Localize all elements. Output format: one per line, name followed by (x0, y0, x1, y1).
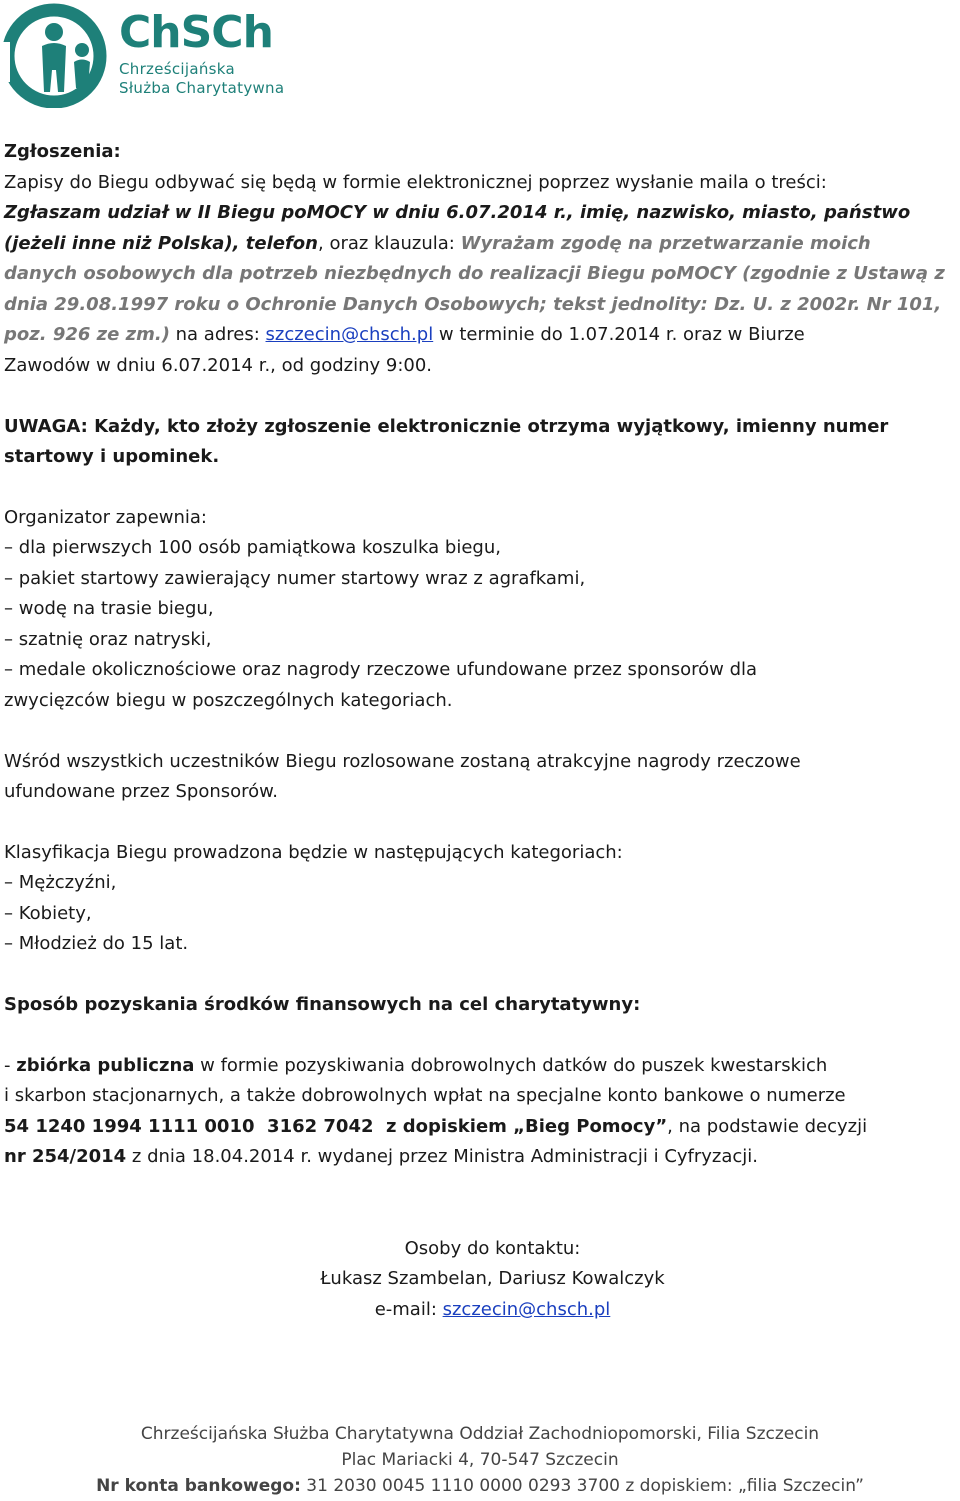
uwaga-line-2: startowy i upominek. (4, 446, 220, 467)
zgloszenia-fields-cont: (jeżeli inne niż Polska), telefon (4, 233, 318, 254)
footer-line-2: Plac Mariacki 4, 70-547 Szczecin (341, 1450, 619, 1470)
zgloszenia-line-1: Zapisy do Biegu odbywać się będą w formie elektronicznej poprzez wysłanie maila o treści: (4, 172, 827, 193)
footer-account-number: 31 2030 0045 1110 0000 0293 3700 z dopiskiem: „filia Szczecin” (300, 1476, 864, 1496)
footer-line-1: Chrześcijańska Służba Charytatywna Oddział Zachodniopomorski, Filia Szczecin (140, 1424, 820, 1444)
zgloszenia-line-6 (4, 320, 956, 351)
uwaga-line-1: UWAGA: Każdy, kto złoży zgłoszenie elektronicznie otrzyma wyjątkowy, imienny numer (4, 416, 889, 437)
zgloszenia-fields: , imię, nazwisko, miasto, państwo (566, 202, 911, 223)
sposob-line-3-rest: , na podstawie decyzji (667, 1116, 868, 1137)
zgloszenia-heading: Zgłoszenia: (4, 141, 121, 162)
logo-emblem-icon (2, 2, 112, 108)
kontakt-names: Łukasz Szambelan, Dariusz Kowalczyk (320, 1268, 665, 1289)
sposob-line-4 (4, 1142, 956, 1173)
zgloszenia-address-label: na adres: (169, 324, 266, 345)
zgloszenia-clause-start: Wyrażam zgodę na przetwarzanie moich (460, 233, 871, 254)
sposob-line-1-rest: w formie pozyskiwania dobrowolnych datków do puszek kwestarskich (194, 1055, 828, 1076)
zgloszenia-line-5: dnia 29.08.1997 roku o Ochronie Danych Osobowych; tekst jednolity: Dz. U. z 2002r. Nr 101, (4, 294, 942, 315)
organizator-item: – szatnię oraz natryski, (4, 629, 212, 650)
zgloszenia-line-3 (4, 229, 956, 260)
zgloszenia-formula: Zgłaszam udział w II Biegu poMOCY w dniu 6.07.2014 r. (4, 202, 567, 223)
kontakt-title: Osoby do kontaktu: (404, 1238, 581, 1259)
footer-account-label: Nr konta bankowego: (96, 1476, 301, 1496)
klasyfikacja-item: – Mężczyźni, (4, 872, 117, 893)
organizator-item: – dla pierwszych 100 osób pamiątkowa koszulka biegu, (4, 537, 501, 558)
sposob-dash: - (4, 1055, 17, 1076)
sposob-line-4-rest: z dnia 18.04.2014 r. wydanej przez Ministra Administracji i Cyfryzacji. (126, 1146, 759, 1167)
bank-account-number: 54 1240 1994 1111 0010 3162 7042 z dopiskiem „Bieg Pomocy” (4, 1116, 668, 1137)
sposob-line-1 (4, 1051, 956, 1082)
organizator-heading: Organizator zapewnia: (4, 507, 207, 528)
zgloszenia-line-4: danych osobowych dla potrzeb niezbędnych do realizacji Biegu poMOCY (zgodnie z Ustawą z (4, 263, 945, 284)
zgloszenia-clause-end: poz. 926 ze zm.) (4, 324, 170, 345)
kontakt-email-line (0, 1295, 960, 1326)
logo-line-2: Służba Charytatywna (119, 79, 285, 97)
sposob-line-3 (4, 1112, 956, 1143)
losowanie-line-2: ufundowane przez Sponsorów. (4, 781, 278, 802)
klasyfikacja-item: – Młodzież do 15 lat. (4, 933, 189, 954)
organizator-item: – pakiet startowy zawierający numer startowy wraz z agrafkami, (4, 568, 586, 589)
email-link-1[interactable]: szczecin@chsch.pl (265, 324, 434, 345)
chsch-logo (2, 2, 302, 108)
zgloszenia-deadline: w terminie do 1.07.2014 r. oraz w Biurze (433, 324, 805, 345)
footer-line-3 (0, 1474, 960, 1499)
email-link-2[interactable]: szczecin@chsch.pl (442, 1299, 611, 1320)
logo-acronym: ChSCh (119, 7, 273, 58)
kontakt-email-label: e-mail: (374, 1299, 443, 1320)
organizator-item: – medale okolicznościowe oraz nagrody rzeczowe ufundowane przez sponsorów dla (4, 659, 758, 680)
decision-number: nr 254/2014 (4, 1146, 127, 1167)
zgloszenia-line-2 (4, 198, 956, 229)
sposob-zbiorka: zbiórka publiczna (16, 1055, 195, 1076)
zgloszenia-clause-intro: , oraz klauzula: (318, 233, 461, 254)
zgloszenia-line-7: Zawodów w dniu 6.07.2014 r., od godziny 9:00. (4, 355, 433, 376)
organizator-item-continuation: zwycięzców biegu w poszczególnych kategoriach. (4, 690, 453, 711)
logo-line-1: Chrześcijańska (119, 60, 235, 78)
sposob-line-2: i skarbon stacjonarnych, a także dobrowolnych wpłat na specjalne konto bankowe o numerze (4, 1085, 846, 1106)
klasyfikacja-heading: Klasyfikacja Biegu prowadzona będzie w następujących kategoriach: (4, 842, 623, 863)
losowanie-line-1: Wśród wszystkich uczestników Biegu rozlosowane zostaną atrakcyjne nagrody rzeczowe (4, 751, 801, 772)
klasyfikacja-item: – Kobiety, (4, 903, 92, 924)
sposob-heading: Sposób pozyskania środków finansowych na cel charytatywny: (4, 994, 641, 1015)
organizator-item: – wodę na trasie biegu, (4, 598, 214, 619)
